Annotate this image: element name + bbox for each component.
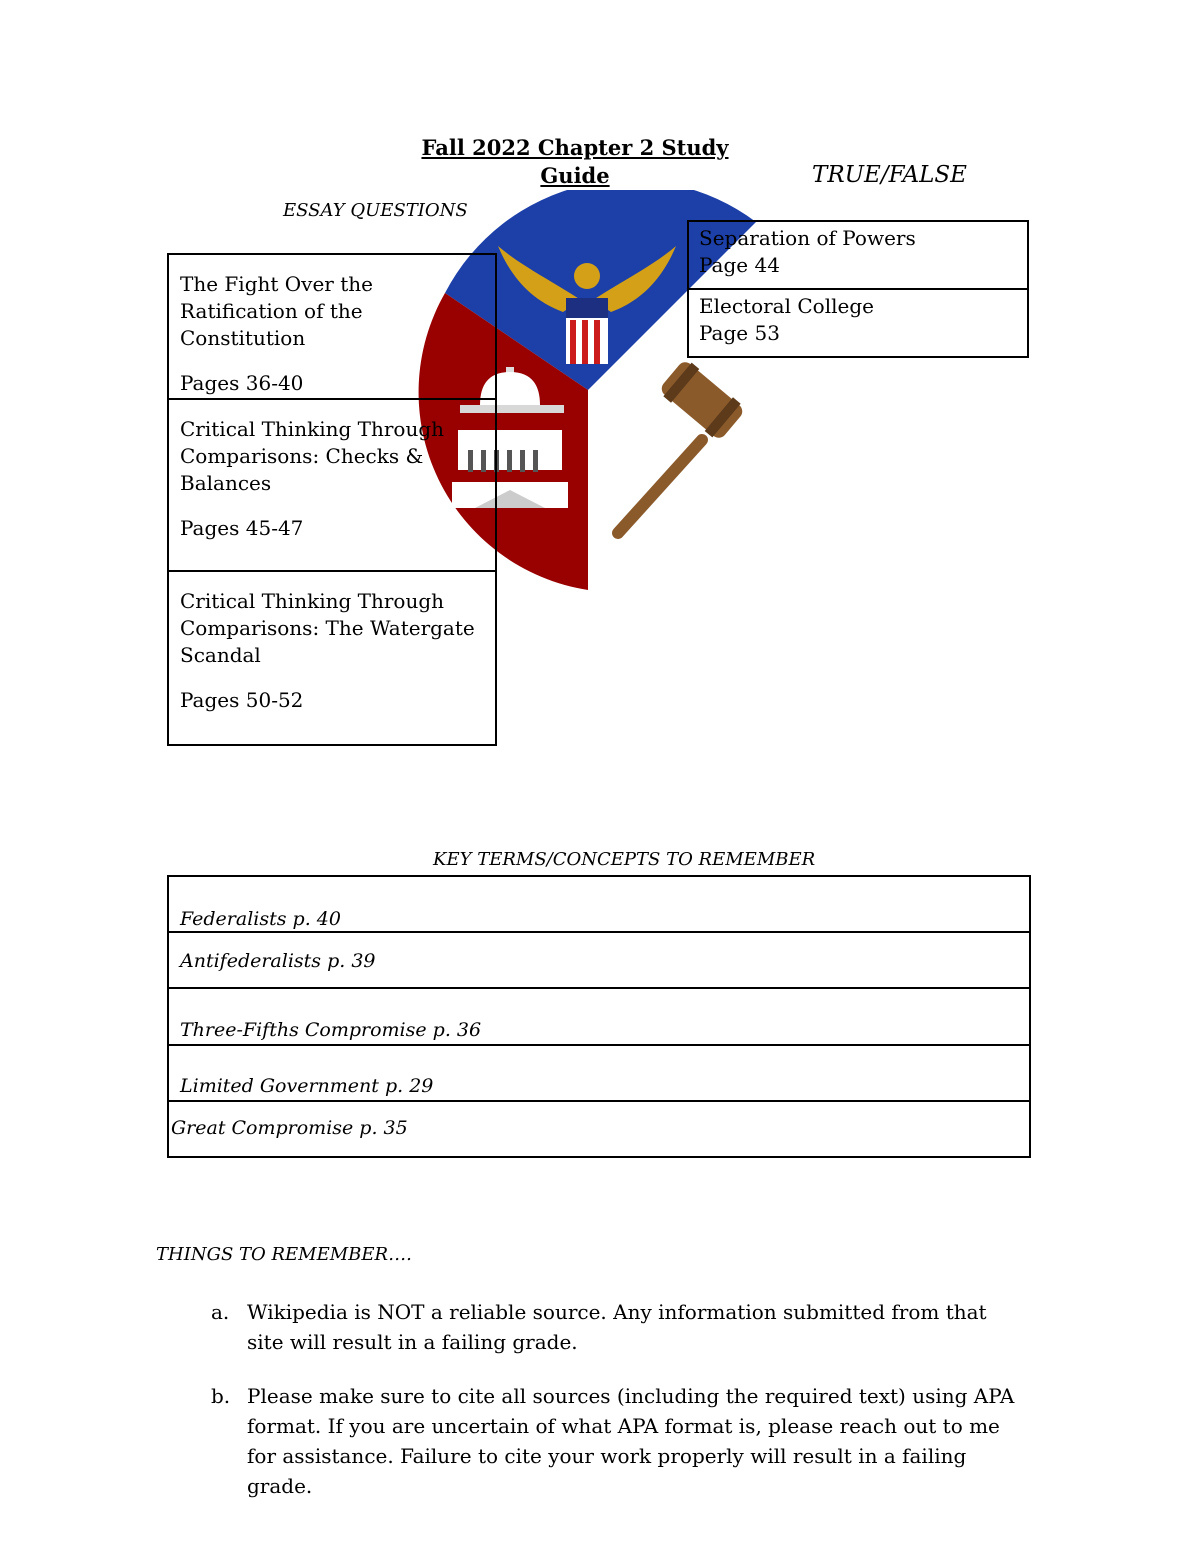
true-false-heading: TRUE/FALSE <box>812 162 967 188</box>
key-term: Antifederalists p. 39 <box>180 950 376 972</box>
essay-topic: The Fight Over the Ratification of the Constitution <box>180 272 373 350</box>
list-item-text: Wikipedia is NOT a reliable source. Any information submitted from that site will result in a failing grade. <box>247 1300 987 1354</box>
list-item <box>211 1381 1031 1498</box>
things-to-remember-heading: THINGS TO REMEMBER…. <box>156 1244 412 1265</box>
true-false-box <box>687 289 1029 358</box>
essay-question-box <box>167 571 497 746</box>
key-term: Three-Fifths Compromise p. 36 <box>180 1019 482 1041</box>
list-marker: a. <box>211 1300 230 1324</box>
key-term-row <box>167 932 1031 989</box>
true-false-box <box>687 220 1029 290</box>
essay-pages: Pages 36-40 <box>180 371 304 395</box>
key-term-row <box>167 1101 1031 1158</box>
key-term-row <box>167 875 1031 933</box>
key-term-row <box>167 988 1031 1046</box>
essay-question-box <box>167 253 497 400</box>
essay-pages: Pages 50-52 <box>180 688 304 712</box>
key-term: Federalists p. 40 <box>180 908 341 930</box>
key-term: Great Compromise p. 35 <box>171 1117 408 1139</box>
essay-question-box <box>167 399 497 572</box>
key-term-row <box>167 1045 1031 1102</box>
true-false-page: Page 53 <box>699 321 780 345</box>
essay-topic: Critical Thinking Through Comparisons: Checks & Balances <box>180 417 445 495</box>
true-false-topic: Separation of Powers <box>699 226 916 250</box>
key-term: Limited Government p. 29 <box>180 1075 434 1097</box>
title-line-2: Guide <box>540 163 610 188</box>
list-marker: b. <box>211 1384 231 1408</box>
key-terms-heading: KEY TERMS/CONCEPTS TO REMEMBER <box>433 849 816 870</box>
essay-topic: Critical Thinking Through Comparisons: The Watergate Scandal <box>180 589 475 667</box>
true-false-topic: Electoral College <box>699 294 874 318</box>
list-item <box>211 1297 1031 1361</box>
true-false-page: Page 44 <box>699 253 780 277</box>
list-item-text: Please make sure to cite all sources (including the required text) using APA format. If you are uncertain of what APA format is, please reach out to me for assistance. Failure to cite your work properly will result in a failing grade. <box>247 1384 1015 1498</box>
title-line-1: Fall 2022 Chapter 2 Study <box>421 135 729 160</box>
essay-questions-heading: ESSAY QUESTIONS <box>283 200 468 221</box>
page-title <box>380 134 770 190</box>
essay-pages: Pages 45-47 <box>180 516 304 540</box>
gavel-icon <box>618 359 745 533</box>
